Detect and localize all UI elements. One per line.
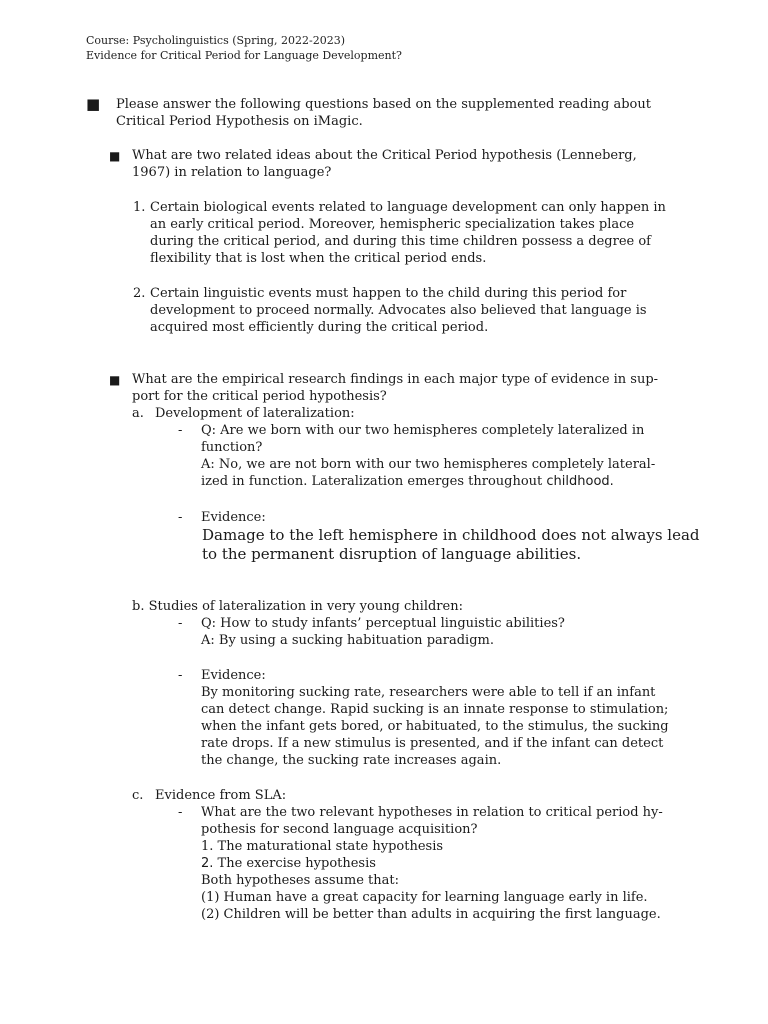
text-line: Certain biological events related to language development can only happen in [150,200,666,215]
square-bullet-icon: ■ [109,149,121,163]
dash-bullet: - [178,423,183,438]
section-b-heading: b. Studies of lateralization in very young children: [132,599,463,614]
text-line: during the critical period, and during this time children possess a degree of [150,234,651,249]
text-line: Certain linguistic events must happen to the child during this period for [150,286,627,301]
text-line: 1967) in relation to language? [132,165,332,180]
text-line: A: No, we are not born with our two hemispheres completely lateral- [201,457,656,472]
answer-number: 1. [133,200,146,215]
text-line: the change, the sucking rate increases again. [201,753,502,768]
text-line: development to proceed normally. Advocates also believed that language is [150,303,647,318]
text-line: acquired most efficiently during the critical period. [150,320,489,335]
text-line: A: By using a sucking habituation paradigm. [201,633,494,648]
assumption-1: (1) Human have a great capacity for learning language early in life. [201,890,648,905]
text-line: when the infant gets bored, or habituated, to the stimulus, the sucking [201,719,669,734]
question-2 [132,371,658,405]
text-line: rate drops. If a new stimulus is presented, and if the infant can detect [201,736,664,751]
section-a-evidence [202,526,700,564]
evidence-label: Evidence: [201,510,266,525]
text-line: What are the empirical research findings in each major type of evidence in sup- [132,372,659,387]
section-c-heading: Evidence from SLA: [155,788,287,803]
hypothesis-2: 2. The exercise hypothesis [201,856,376,871]
intro-paragraph [116,96,651,130]
section-b-evidence [201,667,669,769]
section-b-qa [201,615,565,649]
text-line: flexibility that is lost when the critical period ends. [150,251,487,266]
text-line: function? [201,440,263,455]
text-line: pothesis for second language acquisition? [201,822,478,837]
emphasized-word: childhood. [546,474,614,489]
section-a-heading: Development of lateralization: [155,406,355,421]
text-line: What are two related ideas about the Critical Period hypothesis (Lenneberg, [132,148,637,163]
text-line: Please answer the following questions based on the supplemented reading about [116,97,651,112]
square-bullet-icon: ■ [109,373,121,387]
text-line: can detect change. Rapid sucking is an innate response to stimulation; [201,702,669,717]
text-line: Damage to the left hemisphere in childhood does not always lead [202,526,700,544]
section-a-label: a. [132,406,144,421]
text-line: Q: How to study infants’ perceptual linguistic abilities? [201,616,565,631]
text-line: By monitoring sucking rate, researchers were able to tell if an infant [201,685,656,700]
dash-bullet: - [178,668,183,683]
document-title: Evidence for Critical Period for Language Development? [86,49,402,62]
section-c-content [201,804,663,923]
course-line: Course: Psycholinguistics (Spring, 2022-2023) [86,34,345,47]
evidence-label: Evidence: [201,668,266,683]
answer-number: 2. [133,286,146,301]
document-header [86,33,402,63]
text-line: Critical Period Hypothesis on iMagic. [116,114,363,129]
text-line: Both hypotheses assume that: [201,873,400,888]
square-bullet-icon: ■ [86,95,101,113]
text-line: Q: Are we born with our two hemispheres completely lateralized in [201,423,645,438]
question-1 [132,147,637,181]
text-line: ized in function. Lateralization emerges throughout childhood. [201,474,614,489]
section-c-label: c. [132,788,144,803]
hypothesis-1: 1. The maturational state hypothesis [201,839,444,854]
answer-2 [150,285,647,336]
text-line: What are the two relevant hypotheses in relation to critical period hy- [201,805,663,820]
assumption-2: (2) Children will be better than adults in acquiring the first language. [201,907,661,922]
answer-1 [150,199,666,267]
dash-bullet: - [178,510,183,525]
text-line: an early critical period. Moreover, hemispheric specialization takes place [150,217,635,232]
dash-bullet: - [178,616,183,631]
text-line: to the permanent disruption of language abilities. [202,545,582,563]
section-a-qa [201,422,655,490]
dash-bullet: - [178,805,183,820]
text-line: port for the critical period hypothesis? [132,389,387,404]
